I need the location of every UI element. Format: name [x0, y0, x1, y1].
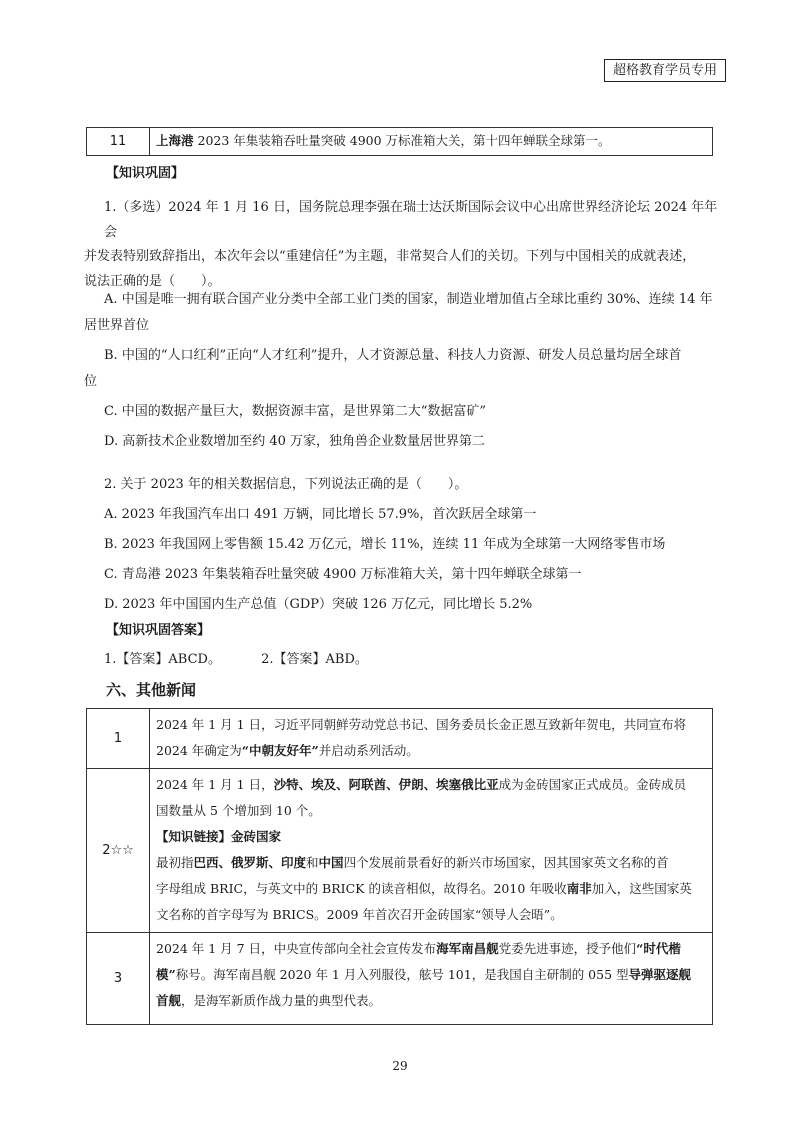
row1-line2: 2024 年确定为“中朝友好年”并启动系列活动。 — [156, 743, 419, 758]
row-content — [150, 933, 713, 1025]
header-tag: 超格教育学员专用 — [604, 59, 726, 82]
answers — [104, 651, 730, 669]
table-row — [87, 769, 713, 933]
knowledge-link-line1: 最初指巴西、俄罗斯、印度和中国四个发展前景看好的新兴市场国家，因其国家英文名称的首 — [156, 855, 669, 870]
q1-stem-3: 说法正确的是（ ）。 — [84, 273, 221, 289]
row3-line3: 首舰，是海军新质作战力量的典型代表。 — [156, 993, 382, 1008]
q1-option-d: D. 高新技术企业数增加至约 40 万家，独角兽企业数量居世界第二 — [104, 434, 486, 449]
question-1 — [84, 196, 730, 294]
q1-stem-1: 1.（多选）2024 年 1 月 16 日，国务院总理李强在瑞士达沃斯国际会议中心出席世界经济论坛 2024 年年会 — [104, 200, 718, 240]
row-text: 2023 年集装箱吞吐量突破 4900 万标准箱大关，第十四年蝉联全球第一。 — [193, 133, 611, 148]
q1-option-c: C. 中国的数据产量巨大，数据资源丰富，是世界第二大“数据富矿” — [104, 404, 487, 419]
news-table — [86, 708, 713, 1025]
row-number: 1 — [87, 709, 150, 769]
row-content — [150, 769, 713, 933]
q2-option-b: B. 2023 年我国网上零售额 15.42 万亿元，增长 11%，连续 11 年成为全球第一大网络零售市场 — [104, 537, 666, 552]
q1-option-a-2: 居世界首位 — [84, 318, 150, 333]
top-news-table — [86, 127, 713, 156]
row-content — [150, 709, 713, 769]
q2-option-c: C. 青岛港 2023 年集装箱吞吐量突破 4900 万标准箱大关，第十四年蝉联全球第一 — [104, 567, 582, 582]
answer-1: 1.【答案】ABCD。 — [104, 652, 221, 667]
q2-stem: 2. 关于 2023 年的相关数据信息，下列说法正确的是（ ）。 — [104, 477, 468, 492]
q2-option-d: D. 2023 年中国国内生产总值（GDP）突破 126 万亿元，同比增长 5.2% — [104, 597, 533, 612]
table-row — [87, 128, 713, 156]
q1-option-a-1: A. 中国是唯一拥有联合国产业分类中全部工业门类的国家，制造业增加值占全球比重约 30%、连续 14 年 — [104, 292, 713, 307]
question-2 — [104, 470, 730, 620]
q1-options — [84, 287, 730, 455]
knowledge-link-line3: 文名称的首字母写为 BRICS。2009 年首次召开金砖国家“领导人会晤”。 — [156, 907, 563, 922]
consolidation-heading: 【知识巩固】 — [106, 166, 185, 181]
page-number: 29 — [392, 1059, 408, 1073]
row-number: 11 — [87, 128, 150, 156]
table-row — [87, 933, 713, 1025]
table-row — [87, 709, 713, 769]
row-number: 3 — [87, 933, 150, 1025]
row2-line1: 2024 年 1 月 1 日，沙特、埃及、阿联酋、伊朗、埃塞俄比亚成为金砖国家正式成员。金砖成员 — [156, 777, 687, 792]
row1-line1: 2024 年 1 月 1 日，习近平同朝鲜劳动党总书记、国务委员长金正恩互致新年贺电，共同宣布将 — [156, 717, 687, 732]
row-content — [150, 128, 713, 156]
row3-line1: 2024 年 1 月 7 日，中央宣传部向全社会宣传发布海军南昌舰党委先进事迹，授予他们“时代楷 — [156, 941, 681, 956]
knowledge-link-heading: 【知识链接】金砖国家 — [156, 829, 282, 844]
answer-heading: 【知识巩固答案】 — [106, 623, 211, 638]
q2-option-a: A. 2023 年我国汽车出口 491 万辆，同比增长 57.9%，首次跃居全球第一 — [104, 507, 537, 522]
knowledge-link-line2: 字母组成 BRIC，与英文中的 BRICK 的读音相似，故得名。2010 年吸收南非加入，这些国家英 — [156, 881, 692, 896]
bold-lead: 上海港 — [156, 133, 194, 148]
row2-line2: 国数量从 5 个增加到 10 个。 — [156, 803, 321, 818]
row3-line2: 模”称号。海军南昌舰 2020 年 1 月入列服役，舷号 101，是我国自主研制的 055 型导弹驱逐舰 — [156, 967, 692, 982]
section-title: 六、其他新闻 — [106, 681, 197, 699]
answer-2: 2.【答案】ABD。 — [261, 652, 368, 667]
q1-stem-2: 并发表特别致辞指出，本次年会以“重建信任”为主题，非常契合人们的关切。下列与中国相关的成就表述， — [84, 249, 696, 264]
q1-option-b-1: B. 中国的“人口红利”正向“人才红利”提升，人才资源总量、科技人力资源、研发人员总量均居全球首 — [104, 348, 682, 363]
q1-option-b-2: 位 — [84, 374, 98, 389]
row-number: 2☆☆ — [87, 769, 150, 933]
